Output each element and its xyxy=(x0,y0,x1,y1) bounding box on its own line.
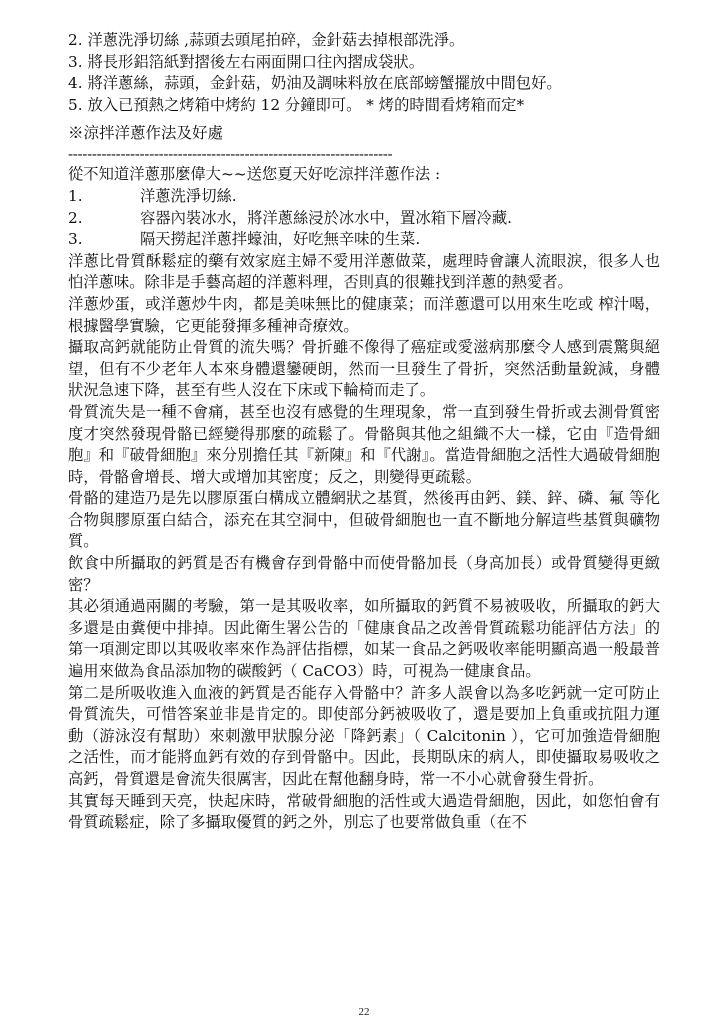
body-paragraph: 第二是所吸收進入血液的鈣質是否能存入骨骼中？許多人誤會以為多吃鈣就一定可防止骨質流失，可惜答案並非是肯定的。即使部分鈣被吸收了，還是要加上負重或抗阻力運動（游泳沒有幫助）來刺激甲狀腺分泌「降鈣素」（ Calcitonin ），它可加強造骨細胞之活性，而才能將血鈣有效的存到骨骼中。因此，長期臥床的病人，即使攝取易吸收之高鈣，骨質還是會流失很厲害，因此在幫他翻身時，常一不小心就會發生骨折。 xyxy=(68,683,660,788)
step-text: 容器內裝冰水，將洋蔥絲浸於冰水中，置冰箱下層冷藏. xyxy=(140,208,512,227)
body-paragraph: 攝取高鈣就能防止骨質的流失嗎？骨折雖不像得了癌症或愛滋病那麼令人感到震驚與絕望，但有不少老年人本來身體還鑾硬朗，然而一旦發生了骨折，突然活動量銳減，身體狀況急速下降，甚至有些人沒在下床或下輪椅而走了。 xyxy=(68,338,660,400)
body-paragraph: 骨骼的建造乃是先以膠原蛋白構成立體網狀之基質，然後再由鈣、鎂、鋅、磷、氟 等化合物與膠原蛋白結合，添充在其空洞中，但破骨細胞也一直不斷地分解這些基質與礦物質。 xyxy=(68,489,660,551)
step-text: 洋蔥洗淨切絲. xyxy=(140,186,237,205)
step-number: 1. xyxy=(68,186,83,205)
numbered-step xyxy=(68,208,660,230)
recipe-step: 5. 放入已預熱之烤箱中烤約 12 分鐘即可。 * 烤的時間看烤箱而定* xyxy=(68,95,525,114)
numbered-step xyxy=(68,229,660,251)
divider-line: -------------------------------------------------------------------- xyxy=(68,145,393,164)
body-paragraph: 飲食中所攝取的鈣質是否有機會存到骨骼中而使骨骼加長（身高加長）或骨質變得更緻密？ xyxy=(68,554,660,594)
step-text: 隔天撈起洋蔥拌蠔油，好吃無辛味的生菜. xyxy=(140,230,421,249)
page-number: 22 xyxy=(358,1006,370,1018)
step-number: 3. xyxy=(68,230,83,249)
recipe-step: 4. 將洋蔥絲，蒜頭，金針菇，奶油及調味料放在底部螃蟹擺放中間包好。 xyxy=(68,74,562,93)
recipe-step: 2. 洋蔥洗淨切絲 ,蒜頭去頭尾拍碎，金針菇去掉根部洗淨。 xyxy=(68,31,465,49)
section-title: ※涼拌洋蔥作法及好處 xyxy=(68,124,224,143)
step-number: 2. xyxy=(68,208,83,227)
body-paragraph: 骨質流失是一種不會痛，甚至也沒有感覺的生理現象，常一直到發生骨折或去測骨質密度才突然發現骨骼已經變得那麼的疏鬆了。骨骼與其他之組織不大一樣，它由『造骨細胞』和『破骨細胞』來分別擔任其『新陳』和『代謝』。當造骨細胞之活性大過破骨細胞時，骨骼會增長、增大或增加其密度；反之，則變得更疏鬆。 xyxy=(68,402,660,486)
document-page xyxy=(68,30,660,834)
recipe-step: 3. 將長形鋁箔紙對摺後左右兩面開口往內摺成袋狀。 xyxy=(68,52,424,71)
intro-text: 從不知道洋蔥那麼偉大~~送您夏天好吃涼拌洋蔥作法 : xyxy=(68,165,441,184)
body-paragraph: 其必須通過兩關的考驗，第一是其吸收率，如所攝取的鈣質不易被吸收，所攝取的鈣大多還是由糞便中排掉。因此衛生署公告的「健康食品之改善骨質疏鬆功能評估方法」的第一項測定即以其吸收率來作為評估指標，如某一食品之鈣吸收率能明顯高過一般最普遍用來做為食品添加物的碳酸鈣（ CaCO3）時，可視為一健康食品。 xyxy=(68,597,660,681)
body-paragraph: 洋蔥炒蛋，或洋蔥炒牛肉，都是美味無比的健康菜；而洋蔥還可以用來生吃或 榨汁喝，根據醫學實驗，它更能發揮多種神奇療效。 xyxy=(68,294,660,335)
numbered-step xyxy=(68,186,660,208)
body-paragraph: 其實每天睡到天亮，快起床時，常破骨細胞的活性或大過造骨細胞，因此，如您怕會有骨質疏鬆症，除了多攝取優質的鈣之外，別忘了也要常做負重（在不 xyxy=(68,791,660,832)
body-paragraph: 洋蔥比骨質酥鬆症的藥有效家庭主婦不愛用洋蔥做菜，處理時會讓人流眼淚，很多人也怕洋蔥味。除非是手藝高超的洋蔥料理，否則真的很難找到洋蔥的熱愛者。 xyxy=(68,251,660,292)
